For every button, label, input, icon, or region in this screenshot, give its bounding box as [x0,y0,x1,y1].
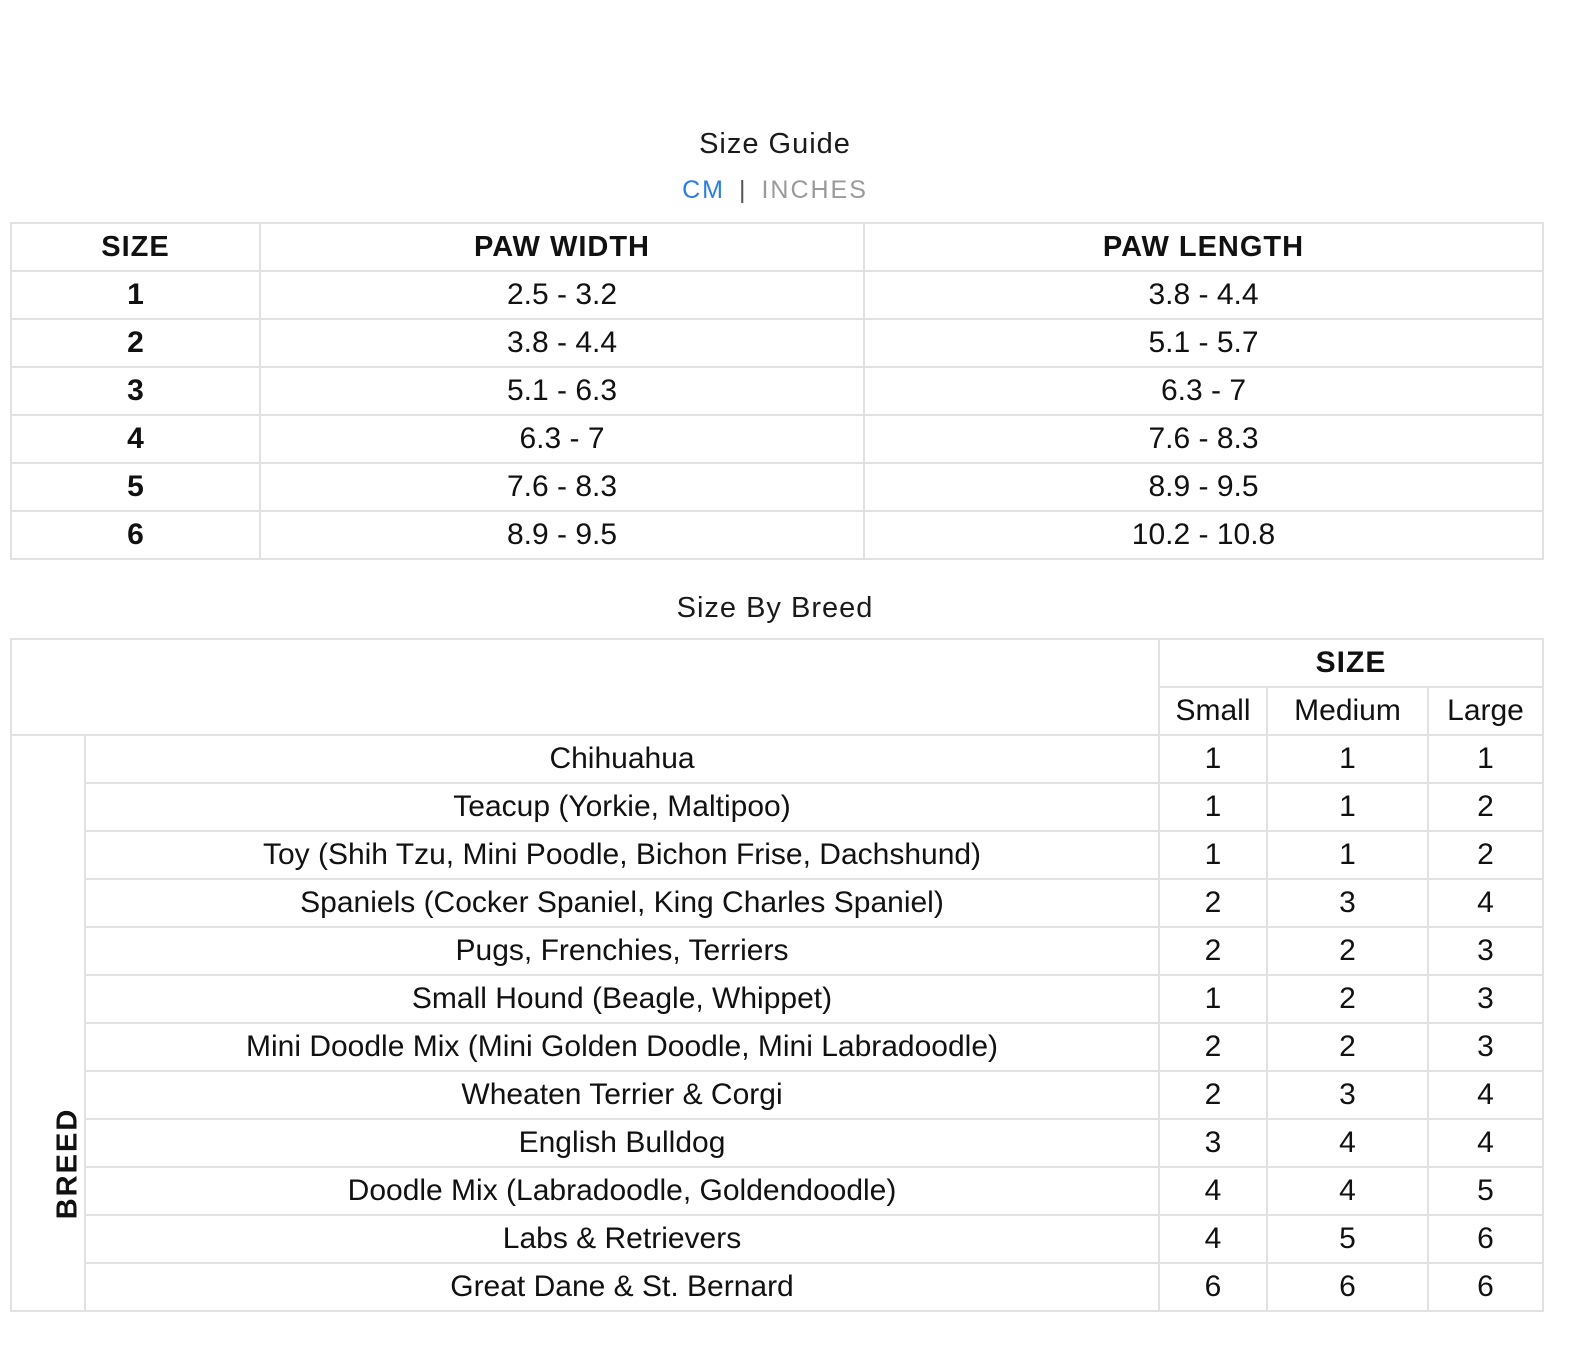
medium-size-cell: 6 [1267,1263,1428,1311]
column-header-large: Large [1428,687,1543,735]
medium-size-cell: 2 [1267,1023,1428,1071]
table-row [11,511,1543,559]
medium-size-cell: 1 [1267,735,1428,783]
table-row [11,271,1543,319]
size-guide-title: Size Guide [699,128,851,160]
paw-length-cell: 7.6 - 8.3 [864,415,1543,463]
medium-size-cell: 5 [1267,1215,1428,1263]
large-size-cell: 3 [1428,975,1543,1023]
paw-width-cell: 7.6 - 8.3 [260,463,864,511]
table-row [11,1263,1543,1311]
medium-size-cell: 4 [1267,1167,1428,1215]
breed-table-group-header-row [11,639,1543,687]
breed-name-cell: English Bulldog [85,1119,1159,1167]
medium-size-cell: 1 [1267,831,1428,879]
column-header-paw-width: PAW WIDTH [260,223,864,271]
large-size-cell: 1 [1428,735,1543,783]
small-size-cell: 6 [1159,1263,1267,1311]
medium-size-cell: 4 [1267,1119,1428,1167]
breed-name-cell: Mini Doodle Mix (Mini Golden Doodle, Mini Labradoodle) [85,1023,1159,1071]
paw-length-cell: 10.2 - 10.8 [864,511,1543,559]
small-size-cell: 1 [1159,735,1267,783]
large-size-cell: 4 [1428,1119,1543,1167]
table-row [11,1023,1543,1071]
small-size-cell: 1 [1159,783,1267,831]
breed-side-label-cell [11,735,85,1311]
breed-name-cell: Teacup (Yorkie, Maltipoo) [85,783,1159,831]
medium-size-cell: 3 [1267,879,1428,927]
paw-width-cell: 6.3 - 7 [260,415,864,463]
small-size-cell: 2 [1159,1071,1267,1119]
table-row [11,975,1543,1023]
medium-size-cell: 1 [1267,783,1428,831]
breed-name-cell: Chihuahua [85,735,1159,783]
breed-name-cell: Pugs, Frenchies, Terriers [85,927,1159,975]
breed-name-cell: Small Hound (Beagle, Whippet) [85,975,1159,1023]
table-row [11,1071,1543,1119]
large-size-cell: 4 [1428,879,1543,927]
size-by-breed-title: Size By Breed [676,592,874,624]
small-size-cell: 1 [1159,831,1267,879]
large-size-cell: 4 [1428,1071,1543,1119]
small-size-cell: 2 [1159,1023,1267,1071]
small-size-cell: 2 [1159,927,1267,975]
small-size-cell: 4 [1159,1215,1267,1263]
paw-width-cell: 8.9 - 9.5 [260,511,864,559]
size-by-breed-table [10,638,1544,1312]
small-size-cell: 4 [1159,1167,1267,1215]
column-header-medium: Medium [1267,687,1428,735]
size-guide-table [10,222,1544,560]
table-row [11,1167,1543,1215]
paw-width-cell: 3.8 - 4.4 [260,319,864,367]
size-cell: 2 [11,319,260,367]
table-row [11,735,1543,783]
breed-side-label: BREED [51,1107,84,1220]
paw-length-cell: 8.9 - 9.5 [864,463,1543,511]
paw-length-cell: 3.8 - 4.4 [864,271,1543,319]
table-row [11,927,1543,975]
large-size-cell: 6 [1428,1263,1543,1311]
table-row [11,831,1543,879]
large-size-cell: 2 [1428,831,1543,879]
size-table-header-row [11,223,1543,271]
breed-name-cell: Toy (Shih Tzu, Mini Poodle, Bichon Frise, Dachshund) [85,831,1159,879]
unit-inches-button[interactable]: INCHES [761,176,868,204]
paw-length-cell: 5.1 - 5.7 [864,319,1543,367]
paw-width-cell: 2.5 - 3.2 [260,271,864,319]
breed-name-cell: Wheaten Terrier & Corgi [85,1071,1159,1119]
breed-name-cell: Doodle Mix (Labradoodle, Goldendoodle) [85,1167,1159,1215]
column-header-size: SIZE [11,223,260,271]
size-cell: 6 [11,511,260,559]
large-size-cell: 3 [1428,1023,1543,1071]
unit-toggle [0,176,1550,205]
size-cell: 1 [11,271,260,319]
paw-length-cell: 6.3 - 7 [864,367,1543,415]
breed-name-cell: Great Dane & St. Bernard [85,1263,1159,1311]
table-row [11,1119,1543,1167]
large-size-cell: 2 [1428,783,1543,831]
medium-size-cell: 3 [1267,1071,1428,1119]
column-header-small: Small [1159,687,1267,735]
small-size-cell: 2 [1159,879,1267,927]
size-cell: 4 [11,415,260,463]
large-size-cell: 6 [1428,1215,1543,1263]
breed-table-empty-corner [11,639,1159,735]
table-row [11,879,1543,927]
table-row [11,1215,1543,1263]
paw-width-cell: 5.1 - 6.3 [260,367,864,415]
unit-separator: | [738,176,748,204]
small-size-cell: 1 [1159,975,1267,1023]
size-cell: 5 [11,463,260,511]
table-row [11,783,1543,831]
size-cell: 3 [11,367,260,415]
large-size-cell: 3 [1428,927,1543,975]
table-row [11,319,1543,367]
table-row [11,463,1543,511]
breed-name-cell: Spaniels (Cocker Spaniel, King Charles Spaniel) [85,879,1159,927]
size-group-header: SIZE [1159,639,1543,687]
unit-cm-button[interactable]: CM [682,176,725,204]
large-size-cell: 5 [1428,1167,1543,1215]
medium-size-cell: 2 [1267,927,1428,975]
small-size-cell: 3 [1159,1119,1267,1167]
breed-name-cell: Labs & Retrievers [85,1215,1159,1263]
column-header-paw-length: PAW LENGTH [864,223,1543,271]
table-row [11,415,1543,463]
table-row [11,367,1543,415]
medium-size-cell: 2 [1267,975,1428,1023]
